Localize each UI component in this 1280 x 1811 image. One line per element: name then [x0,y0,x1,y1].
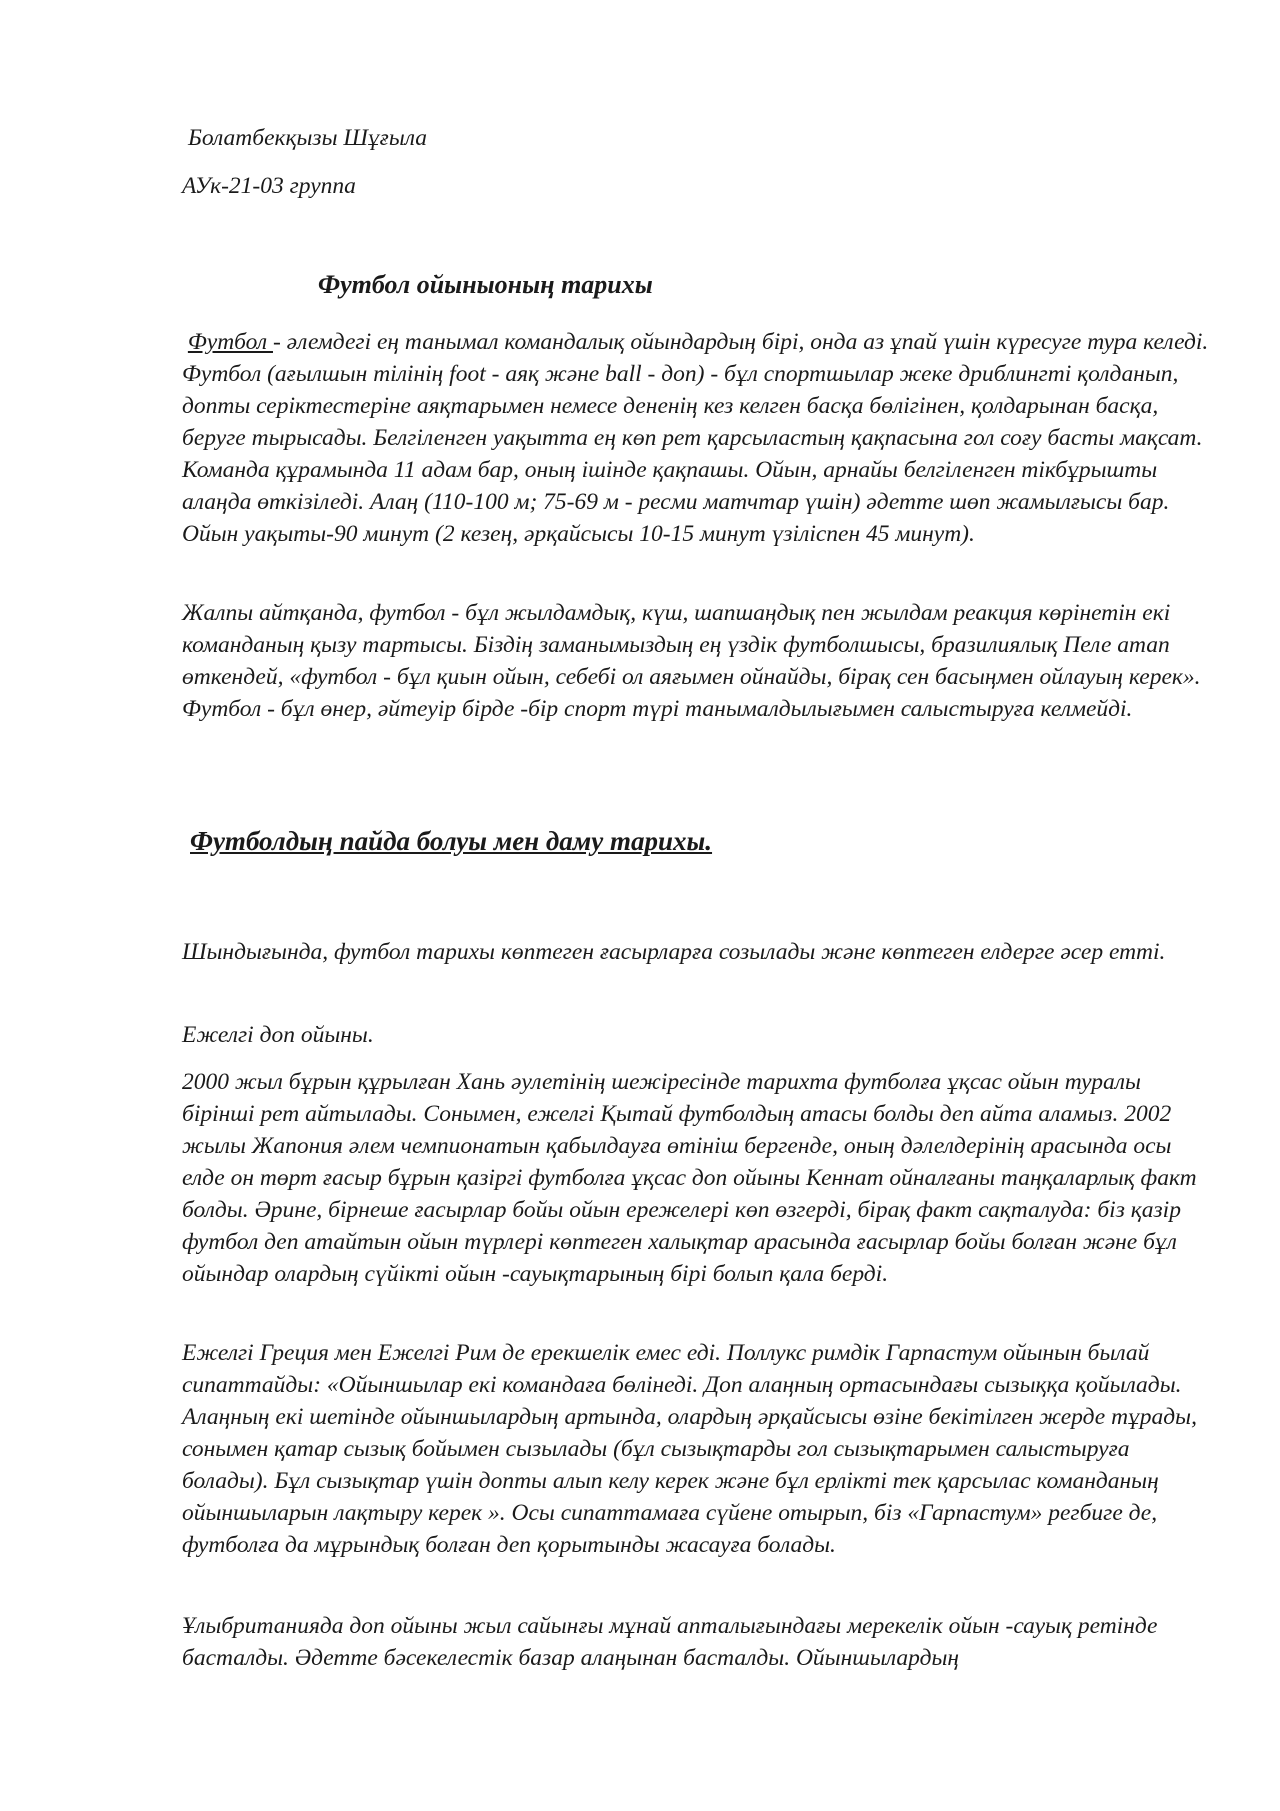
intro-paragraph-1-text: - әлемдегі ең танымал командалық ойындардың бірі, онда аз ұпай үшін күресуге тура келеді. Футбол (ағылшын тілінің foot - аяқ және ball - доп) - бұл спортшылар жеке дриблингті қолданып, допты серіктестеріне аяқтарымен немесе дененің кез келген басқа бөлігінен, қолдарынан басқа, беруге тырысады. Белгіленген уақытта ең көп рет қарсыластың қақпасына гол соғу басты мақсат. Команда құрамында 11 адам бар, оның ішінде қақпашы. Ойын, арнайы белгіленген тікбұрышты алаңда өткізіледі. Алаң (110-100 м; 75-69 м - ресми матчтар үшін) әдетте шөп жамылғысы бар. Ойын уақыты-90 минут (2 кезең, әрқайсысы 10-15 минут үзіліспен 45 минут). [182,329,1209,547]
document-title: Футбол ойыныоның тарихы [318,270,653,299]
term-football: Футбол [187,329,273,355]
section-title: Футболдың пайда болуы мен даму тарихы. [190,826,713,856]
section-paragraph-3: Ежелгі Греция мен Ежелгі Рим де ерекшелік емес еді. Поллукс римдік Гарпастум ойынын былай сипаттайды: «Ойыншылар екі командаға бөлінеді. Доп алаңның ортасындағы сызыққа қойылады. Алаңның екі шетінде ойыншылардың артында, олардың әрқайсысы өзіне бекітілген жерде тұрады, сонымен қатар сызық бойымен сызылады (бұл сызықтарды гол сызықтарымен салыстыруға болады). Бұл сызықтар үшін допты алып келу керек және бұл ерлікті тек қарсылас команданың ойыншыларын лақтыру керек ». Осы сипаттамаға сүйене отырып, біз «Гарпастум» регбиге де, футболға да мұрындық болған деп қорытынды жасауға болады. [182,1340,1197,1558]
intro-paragraph-2: Жалпы айтқанда, футбол - бұл жылдамдық, күш, шапшаңдық пен жылдам реакция көрінетін екі команданың қызу тартысы. Біздің заманымыздың ең үздік футболшысы, бразилиялық Пеле атап өткендей, «футбол - бұл қиын ойын, себебі ол аяғымен ойнайды, бірақ сен басыңмен ойлауың керек». Футбол - бұл өнер, әйтеуір бірде -бір спорт түрі танымалдылығымен салыстыруға келмейді. [182,600,1201,722]
author-name: Болатбекқызы Шұғыла [188,125,428,151]
section-paragraph-2: 2000 жыл бұрын құрылған Хань әулетінің шежіресінде тарихта футболға ұқсас ойын туралы бірінші рет айтылады. Сонымен, ежелгі Қытай футболдың атасы болды деп айта аламыз. 2002 жылы Жапония әлем чемпионатын қабылдауға өтініш бергенде, оның дәлелдерінің арасында осы елде он төрт ғасыр бұрын қазіргі футболға ұқсас доп ойыны Кеннат ойналғаны таңқаларлық факт болды. Әрине, бірнеше ғасырлар бойы ойын ережелері көп өзгерді, бірақ факт сақталуда: біз қазір футбол деп атайтын ойын түрлері көптеген халықтар арасында ғасырлар бойы болған және бұл ойындар олардың сүйікті ойын -сауықтарының бірі болып қала берді. [182,1069,1197,1287]
section-paragraph-1: Шындығында, футбол тарихы көптеген ғасырларға созылады және көптеген елдерге әсер етті. [182,939,1166,965]
group-label: АУк-21-03 группа [182,173,356,199]
intro-paragraph-1 [182,326,1212,550]
section-subheading: Ежелгі доп ойыны. [182,1022,374,1048]
section-paragraph-4: Ұлыбританияда доп ойыны жыл сайынғы мұнай апталығындағы мерекелік ойын -сауық ретінде басталды. Әдетте бәсекелестік базар алаңынан басталды. Ойыншылардың [182,1613,1158,1671]
